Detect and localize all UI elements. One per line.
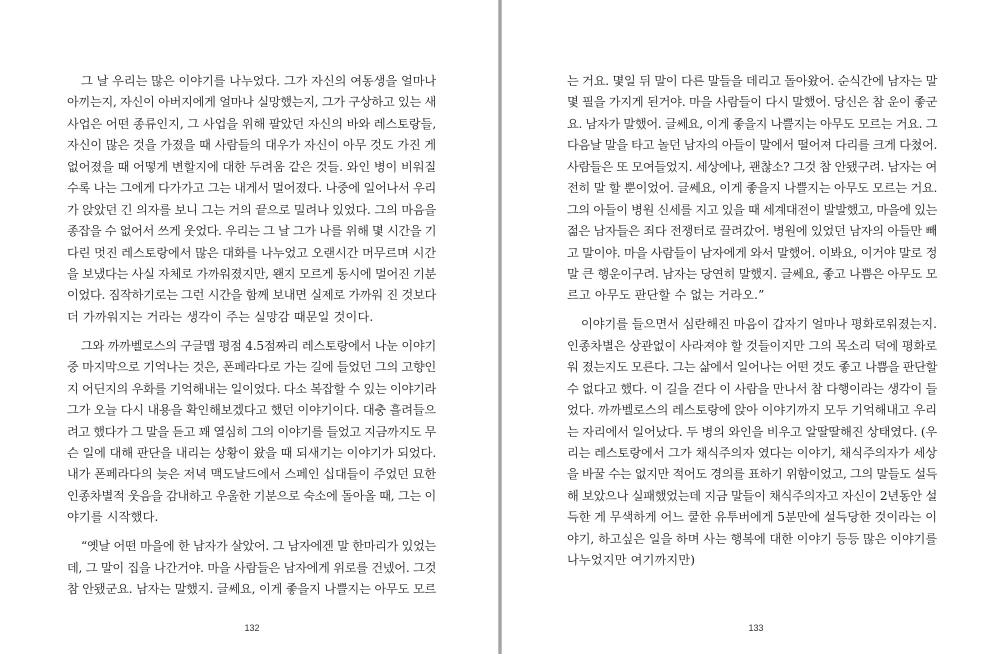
text-line: 는 거요. 몇일 뒤 말이 다른 말들을 데리고 돌아왔어. 순식간에 남자는 말 [567, 74, 938, 88]
text-line: 이었다. 짐작하기로는 그런 시간을 함께 보내면 실제로 가까워 진 것보다 [67, 288, 437, 303]
text-line: 가 앉았던 긴 의자를 보니 그는 거의 끝으로 밀려나 있었다. 그의 마음을 [67, 202, 437, 217]
left-page-text [67, 71, 436, 601]
text-line: 다린 멋진 레스토랑에서 많은 대화를 나누었고 오랜시간 머무르며 시간 [67, 245, 436, 260]
right-page [502, 0, 1000, 654]
text-line: 리는 레스토랑에서 그가 채식주의자 였다는 이야기, 채식주의자가 세상 [567, 445, 937, 460]
paragraph-gap [67, 529, 436, 537]
text-line: 참 안됐군요. 남자는 말했지. 글쎄요, 이게 좋을지 나쁠지는 아무도 모르 [67, 582, 437, 597]
text-line: 인종차별은 상관없이 사라져야 할 것들이지만 그의 목소리 덕에 평화로 [567, 338, 937, 353]
text-line: 워 졌는지도 모른다. 그는 삶에서 일어나는 어떤 것도 좋고 나쁨을 판단할 [567, 360, 938, 375]
text-line: 지 어딘지의 우화를 기억해내는 일이었다. 다소 복잡할 수 있는 이야기라 [67, 381, 437, 396]
text-line: 자신이 많은 것을 가졌을 때 사람들의 대우가 자신이 아무 것도 가진 게 [67, 138, 437, 153]
text-line: 말 큰 행운이구려. 남자는 당연히 말했지. 글쎄요, 좋고 나쁨은 아무도 모 [567, 266, 938, 281]
text-line: 사람들은 또 모여들었지. 세상에나, 괜찮소? 그것 참 안됐구려. 남자는 여 [567, 159, 937, 174]
paragraph-gap [567, 307, 937, 315]
text-line: 수록 나는 그에게 다가가고 그는 내게서 멀어졌다. 나중에 일어나서 우리 [67, 181, 437, 196]
text-line: 그가 오늘 다시 내용을 확인해보겠다고 했던 이야기이다. 대충 흘려들으 [67, 403, 436, 418]
text-line: “옛날 어떤 마을에 한 남자가 살았어. 그 남자에겐 말 한마리가 있었는 [81, 539, 436, 554]
text-line: 더 가까워지는 거라는 생각이 주는 실망감 때문일 것이다. [67, 309, 374, 324]
text-line: 인종차별적 웃음을 감내하고 우울한 기분으로 숙소에 돌아올 때, 그는 이 [67, 488, 437, 503]
text-line: 다음날 말을 타고 놀던 남자의 아들이 말에서 떨어져 다리를 크게 다쳤어. [567, 138, 938, 153]
text-line: 고 말이야. 마을 사람들이 남자에게 와서 말했어. 이봐요, 이거야 말로 정 [567, 245, 938, 260]
text-line: 르고 아무도 판단할 수 없는 거라오.” [567, 288, 765, 303]
page-number: 133 [748, 623, 764, 633]
text-line: 야기, 하고싶은 일을 하며 사는 행복에 대한 이야기 등등 많은 이야기를 [567, 531, 938, 546]
text-line: 나누었지만 여기까지만) [567, 553, 696, 568]
left-page [0, 0, 498, 654]
text-line: 사업은 어떤 종류인지, 그 사업을 위해 팔았던 자신의 바와 레스토랑들, [67, 116, 437, 131]
paragraph-gap [67, 328, 436, 336]
text-line: 었다. 까까벨로스의 레스토랑에 앉아 이야기까지 모두 기억해내고 우리 [567, 403, 937, 418]
text-line: 종잡을 수 없어서 쓰게 웃었다. 우리는 그 날 그가 나를 위해 몇 시간을 기 [67, 224, 437, 239]
text-line: 그와 까까벨로스의 구글맵 평점 4.5점짜리 레스토랑에서 나눈 이야기 [81, 338, 436, 353]
text-line: 이야기를 들으면서 심란해진 마음이 갑자기 얼마나 평화로워졌는지. [581, 317, 938, 332]
text-line: 아끼는지, 자신이 아버지에게 얼마나 실망했는지, 그가 구상하고 있는 새 [67, 95, 437, 110]
page-number: 132 [244, 623, 260, 633]
text-line: 요. 남자가 말했어. 글쎄요, 이게 좋을지 나쁠지는 아무도 모르는 거요. 그 [567, 116, 938, 131]
text-line: 몇 필을 가지게 된거야. 마을 사람들이 다시 말했어. 당신은 참 운이 좋군 [567, 95, 938, 110]
text-line: 전히 말 할 뿐이었어. 글쎄요, 이게 좋을지 나쁠지는 아무도 모르는 거요. [567, 181, 938, 196]
right-page-text [567, 71, 937, 572]
text-line: 그의 아들이 병원 신세를 지고 있을 때 세계대전이 발발했고, 마을에 있는 [567, 202, 938, 217]
text-line: 는 자리에서 일어났다. 두 병의 와인을 비우고 알딸딸해진 상태였다. (우 [567, 424, 938, 439]
text-line: 야기를 시작했다. [67, 510, 159, 525]
text-line: 데, 그 말이 집을 나간거야. 마을 사람들은 남자에게 위로를 건넸어. 그것 [67, 560, 437, 575]
text-line: 슨 일에 대해 판단을 내리는 상황이 왔을 때 되새기는 이야기가 되었다. [67, 445, 437, 460]
text-line: 득한 게 무색하게 어느 쿨한 유투버에게 5분만에 설득당한 것이라는 이 [567, 510, 937, 525]
text-line: 을 바꿀 수는 없지만 적어도 경의를 표하기 위함이었고, 그의 말들도 설득 [567, 467, 938, 482]
text-line: 중 마지막으로 기억나는 것은, 폰페라다로 가는 길에 들었던 그의 고향인 [67, 360, 437, 375]
text-line: 그 날 우리는 많은 이야기를 나누었다. 그가 자신의 여동생을 얼마나 [81, 74, 437, 88]
text-line: 해 보았으나 실패했었는데 지금 말들이 채식주의자고 자신이 2년동안 설 [567, 488, 937, 503]
text-line: 내가 폰페라다의 늦은 저녁 맥도날드에서 스페인 십대들이 주었던 묘한 [67, 467, 436, 482]
text-line: 을 보냈다는 사실 자체로 가까워졌지만, 왠지 모르게 동시에 멀어진 기분 [67, 266, 437, 281]
text-line: 려고 했다가 그 말을 듣고 꽤 열심히 그의 이야기를 들었고 지금까지도 무 [67, 424, 437, 439]
text-line: 수 없다고 했다. 이 길을 걷다 이 사람을 만나서 참 다행이라는 생각이 들 [567, 381, 938, 396]
text-line: 없어졌을 때 어떻게 변할지에 대한 두려움 같은 것들. 와인 병이 비워질 [67, 159, 437, 174]
text-line: 젊은 남자들은 죄다 전쟁터로 끌려갔어. 병원에 있었던 남자의 아들만 빼 [567, 224, 938, 239]
